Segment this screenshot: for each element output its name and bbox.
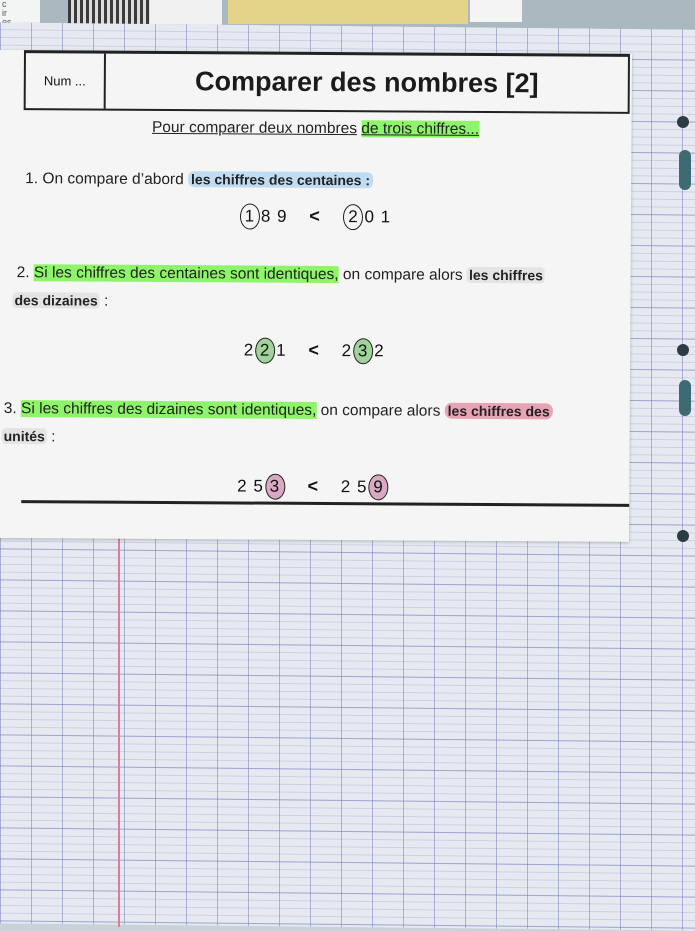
digit: 2 [341,341,353,361]
step3-text: on compare alors [320,401,441,420]
digit: 2 5 [237,476,264,496]
step1-highlight: les chiffres des centaines : [188,171,373,188]
step3-example [0,472,629,502]
digit: 2 5 [340,477,368,497]
binder-hole [677,116,689,128]
intro-highlight: de trois chiffres... [361,120,480,138]
digit: 2 [243,340,255,360]
step3-line2 [2,428,56,446]
corner-text: c ir [2,0,7,18]
step2-line2 [12,292,108,311]
step3-line [4,400,553,421]
intro-line [0,118,632,140]
step2-colon: : [103,292,109,310]
binder-hole [677,530,689,542]
step2-text: on compare alors [342,266,463,284]
number-rest: 8 9 [260,206,288,226]
circled-digit: 3 [265,474,285,500]
less-than: < [309,205,321,226]
circled-digit: 2 [255,338,275,364]
step3-bold: les chiffres des [445,403,553,420]
step3-highlight: Si les chiffres des dizaines sont identiques, [21,400,317,419]
digit: 1 [276,340,287,360]
binder-slot [679,150,691,190]
less-than: < [307,475,320,496]
circled-digit: 2 [343,204,363,230]
step3-num: 3. [3,400,17,418]
intro-text: Pour comparer deux nombres [151,118,358,138]
step2-num: 2. [16,264,30,282]
background-card [470,0,522,22]
step2-line [17,264,545,285]
binder-slot [679,380,691,416]
margin-line [118,520,120,927]
less-than: < [308,339,320,360]
circled-digit: 3 [353,338,373,364]
circled-digit: 9 [368,474,388,500]
step2-example [0,336,630,366]
page-title: Comparer des nombres [2] [194,66,539,99]
worksheet-header [24,50,630,114]
step2-bold: les chiffres [468,266,543,284]
number-rest: 0 1 [364,207,392,227]
step1-example [0,202,631,232]
step1-text: 1. On compare d’abord [25,170,184,189]
worksheet [0,50,632,542]
step2-bold2: des dizaines [14,292,98,309]
background-yellow-paper [228,0,468,24]
digit: 2 [374,341,385,361]
circled-digit: 1 [240,203,260,229]
step2-highlight: Si les chiffres des centaines sont identiques, [33,264,339,284]
step1-line [25,170,373,190]
num-label: Num ... [26,53,106,108]
step3-colon: : [51,428,56,446]
binder-hole [677,344,689,356]
step3-bold2: unités [3,428,45,445]
